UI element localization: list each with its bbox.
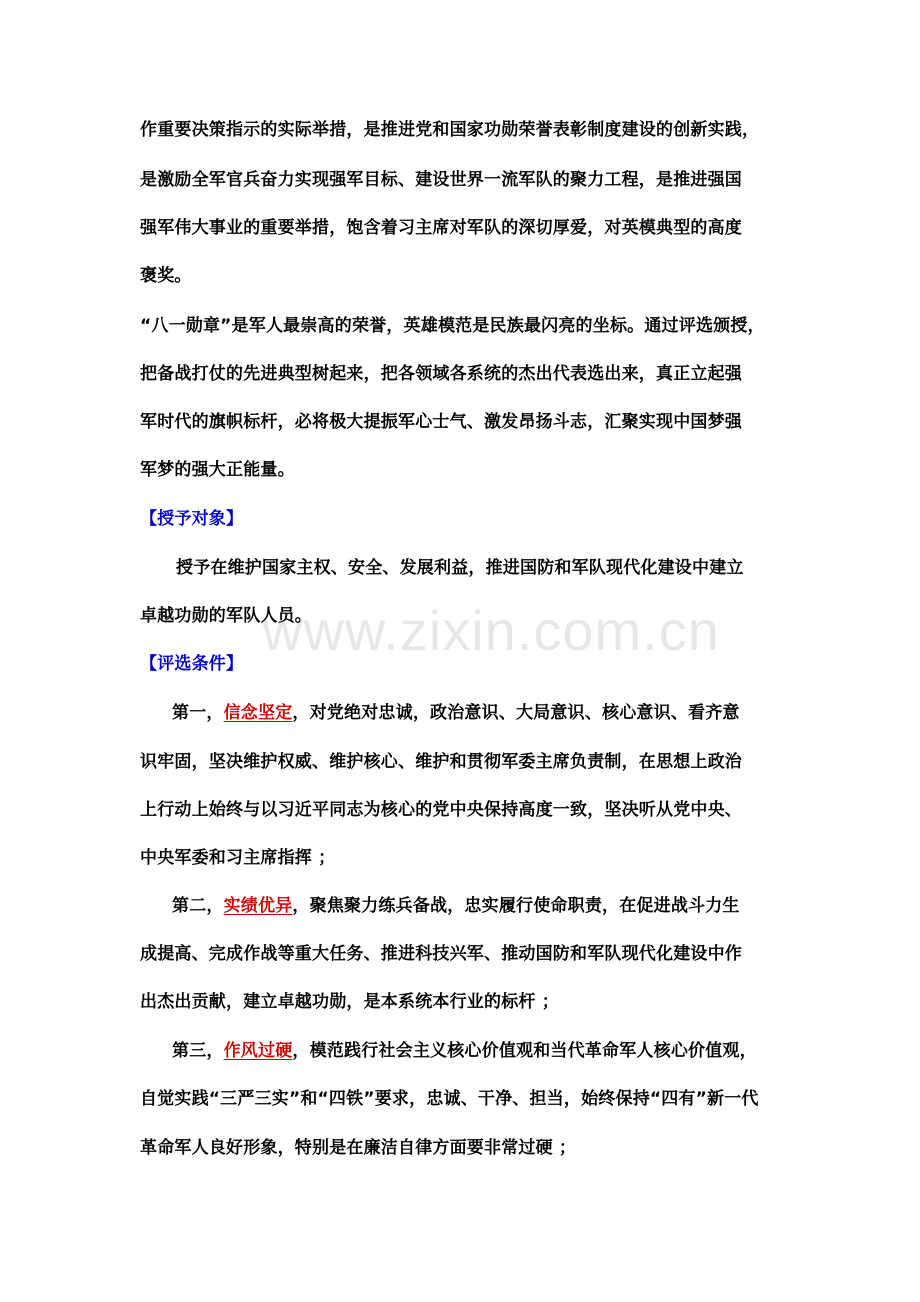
criterion-prefix: 第三， — [172, 1041, 224, 1061]
criterion-text: ，聚焦聚力练兵备战，忠实履行使命职责，在促进战斗力生 — [292, 896, 740, 916]
intro-line: 是激励全军官兵奋力实现强军目标、建设世界一流军队的聚力工程，是推进强国 — [140, 170, 742, 190]
section-heading-criteria: 【评选条件】 — [140, 654, 244, 674]
section-heading-award-target: 【授予对象】 — [140, 509, 244, 529]
intro-line: “八一勋章”是军人最崇高的荣誉，英雄模范是民族最闪亮的坐标。通过评选颁授， — [140, 316, 765, 336]
intro-line: 把备战打仗的先进典型树起来，把各领域各系统的杰出代表选出来，真正立起强 — [140, 364, 742, 384]
criterion-text: ，模范践行社会主义核心价值观和当代革命军人核心价值观， — [292, 1041, 757, 1061]
intro-line: 强军伟大事业的重要举措，饱含着习主席对军队的深切厚爱，对英模典型的高度 — [140, 218, 742, 238]
criterion-1-first-line — [172, 701, 740, 725]
criterion-line: 革命军人良好形象，特别是在廉洁自律方面要非常过硬 ； — [140, 1138, 577, 1158]
criterion-line: 上行动上始终与以习近平同志为核心的党中央保持高度一致，坚决听从党中央、 — [140, 800, 742, 820]
intro-line: 作重要决策指示的实际举措，是推进党和国家功勋荣誉表彰制度建设的创新实践， — [140, 120, 760, 140]
criterion-keyword: 作风过硬 — [223, 1041, 293, 1061]
criterion-prefix: 第二， — [172, 896, 224, 916]
criterion-text: ，对党绝对忠诚，政治意识、大局意识、核心意识、看齐意 — [292, 703, 740, 723]
intro-line: 军梦的强大正能量。 — [140, 460, 295, 480]
watermark: www.zixin.com.cn — [262, 599, 720, 662]
criterion-line: 出杰出贡献，建立卓越功勋，是本系统本行业的标杆 ； — [140, 992, 559, 1012]
intro-line: 褒奖。 — [140, 266, 192, 286]
criterion-line: 识牢固，坚决维护权威、维护核心、维护和贯彻军委主席负责制，在思想上政治 — [140, 752, 742, 772]
criterion-prefix: 第一， — [172, 703, 224, 723]
intro-line: 军时代的旗帜标杆，必将极大提振军心士气、激发昂扬斗志，汇聚实现中国梦强 — [140, 412, 742, 432]
criterion-keyword: 实绩优异 — [223, 896, 293, 916]
award-target-line: 卓越功勋的军队人员。 — [140, 606, 312, 626]
award-target-line: 授予在维护国家主权、安全、发展利益，推进国防和军队现代化建设中建立 — [176, 558, 744, 578]
criterion-line: 自觉实践“三严三实”和“四铁”要求，忠诚、干净、担当，始终保持“四有”新一代 — [140, 1089, 759, 1109]
criterion-keyword: 信念坚定 — [223, 703, 293, 723]
criterion-3-first-line — [172, 1039, 757, 1063]
criterion-line: 中央军委和习主席指挥 ； — [140, 848, 336, 868]
criterion-2-first-line — [172, 894, 740, 918]
criterion-line: 成提高、完成作战等重大任务、推进科技兴军、推动国防和军队现代化建设中作 — [140, 944, 742, 964]
